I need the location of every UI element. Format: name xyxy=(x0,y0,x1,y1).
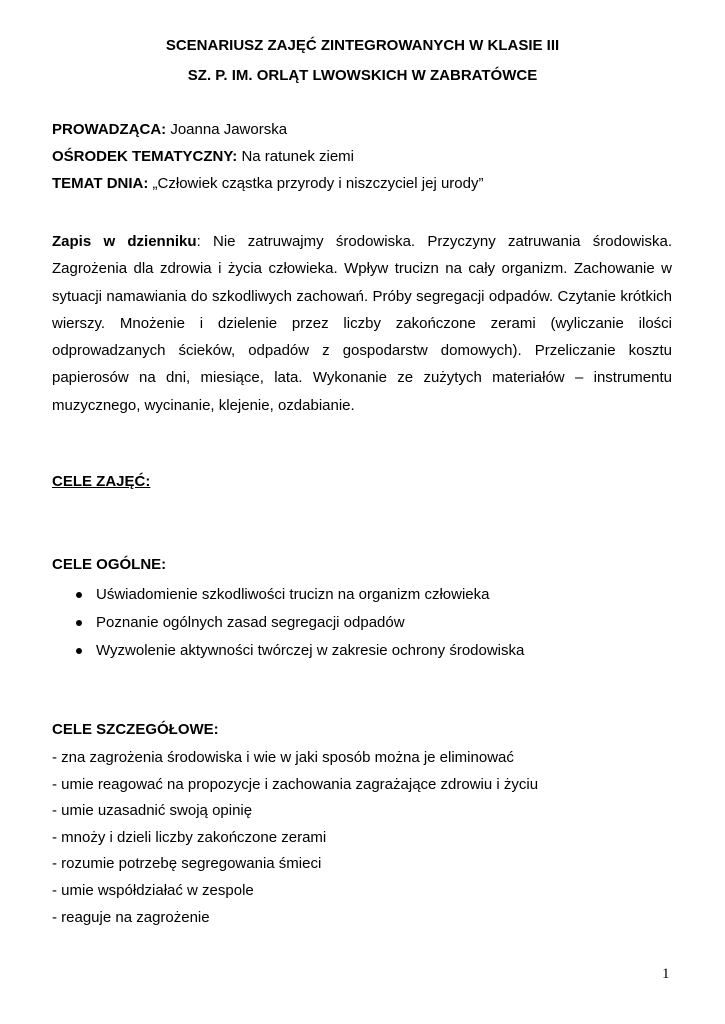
journal-text: : Nie zatruwajmy środowiska. Przyczyny zatruwania środowiska. Zagrożenia dla zdrowia i życia człowieka. Wpływ trucizn na cały organizm. Zachowanie w sytuacji namawiania do szkodliwych zachowań. Próby segregacji odpadów. Czytanie krótkich wierszy. Mnożenie i dzielenie przez liczby zakończone zerami (wyliczanie ilości odprowadzanych ścieków, odpadów z gospodarstw domowych). Przeliczanie kosztu papierosów na dni, miesiące, lata. Wykonanie ze zużytych materiałów – instrumentu muzycznego, wycinanie, klejenie, ozdabianie. xyxy=(52,233,672,414)
list-item: - umie współdziałać w zespole xyxy=(52,881,254,899)
list-item: - umie uzasadnić swoją opinię xyxy=(52,802,253,820)
bullet-icon xyxy=(76,648,82,654)
section-heading-cele-szczegolowe: CELE SZCZEGÓŁOWE: xyxy=(52,721,219,738)
list-item xyxy=(52,642,524,670)
bullet-icon xyxy=(76,620,82,626)
list-item: - rozumie potrzebę segregowania śmieci xyxy=(52,855,322,873)
general-goal-text: Wyzwolenie aktywności twórczej w zakresie ochrony środowiska xyxy=(96,642,525,659)
meta-prowadzaca xyxy=(52,121,287,139)
list-item: - zna zagrożenia środowiska i wie w jaki sposób można je eliminować xyxy=(52,749,514,766)
list-item: - mnoży i dzieli liczby zakończone zerami xyxy=(52,828,327,846)
section-heading-cele-zajec: CELE ZAJĘĆ: xyxy=(52,473,151,490)
general-goal-text: Uświadomienie szkodliwości trucizn na organizm człowieka xyxy=(96,586,490,603)
list-item xyxy=(52,614,524,642)
prowadzaca-label: PROWADZĄCA: xyxy=(52,121,167,138)
page-number: 1 xyxy=(662,966,670,982)
bullet-icon xyxy=(76,592,82,598)
document-title-line-2: SZ. P. IM. ORLĄT LWOWSKICH W ZABRATÓWCE xyxy=(187,67,538,84)
document-title-line-1: SCENARIUSZ ZAJĘĆ ZINTEGROWANYCH W KLASIE III xyxy=(165,37,560,54)
journal-entry xyxy=(52,228,672,419)
osrodek-label: OŚRODEK TEMATYCZNY: xyxy=(52,148,238,165)
journal-label: Zapis w dzienniku xyxy=(52,233,197,250)
list-item xyxy=(52,586,524,614)
temat-value: „Człowiek cząstka przyrody i niszczyciel jej urody” xyxy=(148,175,484,192)
general-goal-text: Poznanie ogólnych zasad segregacji odpadów xyxy=(96,614,405,631)
list-item: - reaguje na zagrożenie xyxy=(52,908,210,926)
general-goals-list xyxy=(52,586,524,670)
temat-label: TEMAT DNIA: xyxy=(52,175,149,192)
meta-temat xyxy=(52,175,483,193)
list-item: - umie reagować na propozycje i zachowania zagrażające zdrowiu i życiu xyxy=(52,775,539,793)
osrodek-value: Na ratunek ziemi xyxy=(237,148,354,165)
meta-osrodek xyxy=(52,148,354,166)
section-heading-cele-ogolne: CELE OGÓLNE: xyxy=(52,556,167,573)
specific-goals-list xyxy=(52,749,538,935)
prowadzaca-value: Joanna Jaworska xyxy=(166,121,288,138)
